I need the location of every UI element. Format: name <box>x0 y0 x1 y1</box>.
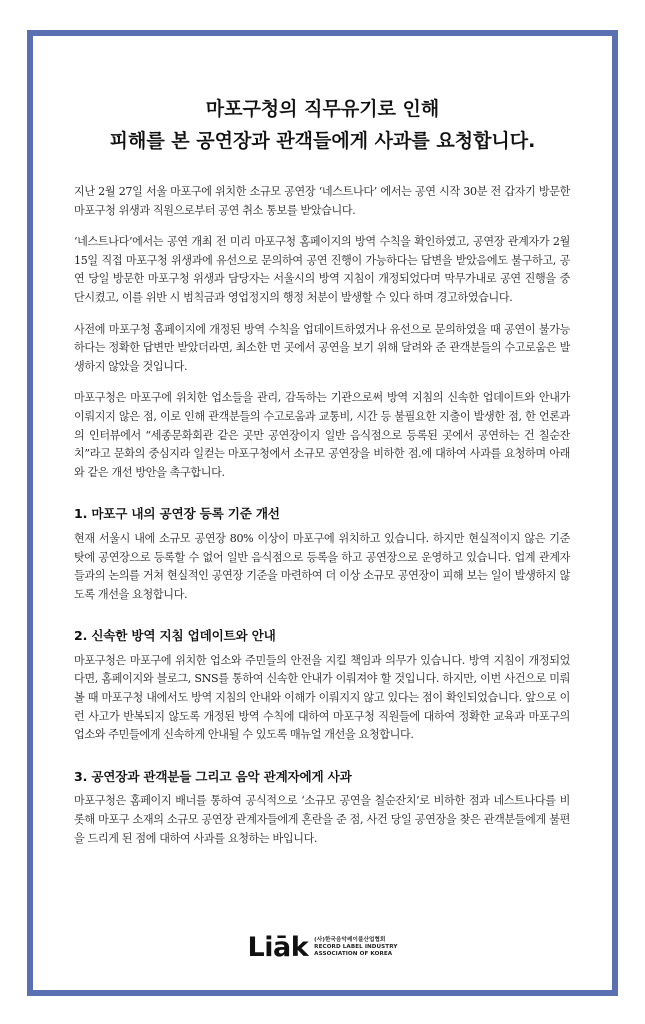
section-2 <box>74 627 570 745</box>
section-3 <box>74 768 570 848</box>
section-1-body: 현재 서울시 내에 소규모 공연장 80% 이상이 마포구에 위치하고 있습니다. 하지만 현실적이지 않은 기준 탓에 공연장으로 등록할 수 없어 일반 음식점으로 등록을 하고 공연장으로 운영하고 있습니다. 업계 관계자들과의 논의를 거쳐 현실적인 공연장 기준을 마련하여 더 이상 소규모 공연장이 피해 보는 일이 발생하지 않도록 개선을 요청합니다. <box>74 531 570 601</box>
intro-paragraph-1: 지난 2월 27일 서울 마포구에 위치한 소규모 공연장 ‘네스트나다’ 에서는 공연 시작 30분 전 갑자기 방문한 마포구청 위생과 직원으로부터 공연 취소 통보를 받았습니다. <box>74 185 570 217</box>
logo-caption-english-2: ASSOCIATION OF KOREA <box>314 951 393 958</box>
intro-paragraph-4: 마포구청은 마포구에 위치한 업소들을 관리, 감독하는 기관으로써 방역 지침의 신속한 업데이트와 안내가 이뤄지지 않은 점, 이로 인해 관객분들의 수고로움과 교통비, 시간 등 불필요한 지출이 발생한 점, 한 언론과의 인터뷰에서 “세종문화회관 같은 곳만 공연장이지 일반 음식점으로 등록된 곳에서 공연하는 건 칠순잔치”라고 문화의 중심지라 일컫는 마포구청에서 소규모 공연장을 비하한 점.에 대하여 사과를 요청하며 아래와 같은 개선 방안을 촉구합니다. <box>74 391 570 479</box>
headline-line-1: 마포구청의 직무유기로 인해 <box>205 98 440 120</box>
section-2-body: 마포구청은 마포구에 위치한 업소와 주민들의 안전을 지킬 책임과 의무가 있습니다. 방역 지침이 개정되었다면, 홈페이지와 블로그, SNS를 통하여 신속한 안내가 이뤄져야 할 것입니다. 하지만, 이번 사건으로 미뤄 볼 때 마포구청 내에서도 방역 지침의 안내와 이해가 이뤄지지 않고 있다는 점이 확인되었습니다. 앞으로 이런 사고가 반복되지 않도록 개정된 방역 수칙에 대하여 마포구청 직원들에 대하여 정확한 교육과 마포구의 업소와 주민들에게 신속하게 안내될 수 있도록 매뉴얼 개선을 요청합니다. <box>74 653 570 742</box>
section-3-title: 3. 공연장과 관객분들 그리고 음악 관계자에게 사과 <box>74 768 352 784</box>
logo-caption-english-1: RECORD LABEL INDUSTRY <box>314 943 398 950</box>
headline-line-2: 피해를 본 공연장과 관객들에게 사과를 요청합니다. <box>109 130 536 152</box>
logo-caption-korean: (사)한국음악레이블산업협회 <box>314 936 386 943</box>
association-logo <box>33 934 612 961</box>
section-1 <box>74 505 570 604</box>
logo-caption <box>314 937 397 959</box>
intro-paragraph-3: 사전에 마포구청 홈페이지에 개정된 방역 수칙을 업데이트하였거나 유선으로 문의하였을 때 공연이 불가능하다는 정확한 답변만 받았더라면, 최소한 먼 곳에서 공연을 보기 위해 달려와 준 관객분들의 수고로움은 발생하지 않았을 것입니다. <box>74 322 570 373</box>
intro-paragraph-2: ‘네스트나다’에서는 공연 개최 전 미리 마포구청 홈페이지의 방역 수칙을 확인하였고, 공연장 관계자가 2월 15일 직접 마포구청 위생과에 유선으로 문의하여 공연 진행이 가능하다는 답변을 받았음에도 불구하고, 공연 당일 방문한 마포구청 위생과 담당자는 서울시의 방역 지침이 개정되었다며 막무가내로 공연 진행을 중단시켰고, 이를 위반 시 범칙금과 영업정지의 행정 처분이 발생할 수 있다 하며 경고하였습니다. <box>74 235 570 304</box>
letter-frame <box>27 30 618 996</box>
section-1-title: 1. 마포구 내의 공연장 등록 기준 개선 <box>74 506 280 522</box>
section-2-title: 2. 신속한 방역 지침 업데이트와 안내 <box>74 628 276 644</box>
section-3-body: 마포구청은 홈페이지 배너를 통하여 공식적으로 ‘소규모 공연을 칠순잔치’로 비하한 점과 네스트나다를 비롯해 마포구 소재의 소규모 공연장 관계자들에게 혼란을 준 점, 사건 당일 공연장을 찾은 관객분들에게 불편을 드리게 된 점에 대하여 사과를 요청하는 바입니다. <box>74 794 570 845</box>
letter-body <box>74 183 570 848</box>
logo-wordmark: Liāk <box>247 932 309 963</box>
